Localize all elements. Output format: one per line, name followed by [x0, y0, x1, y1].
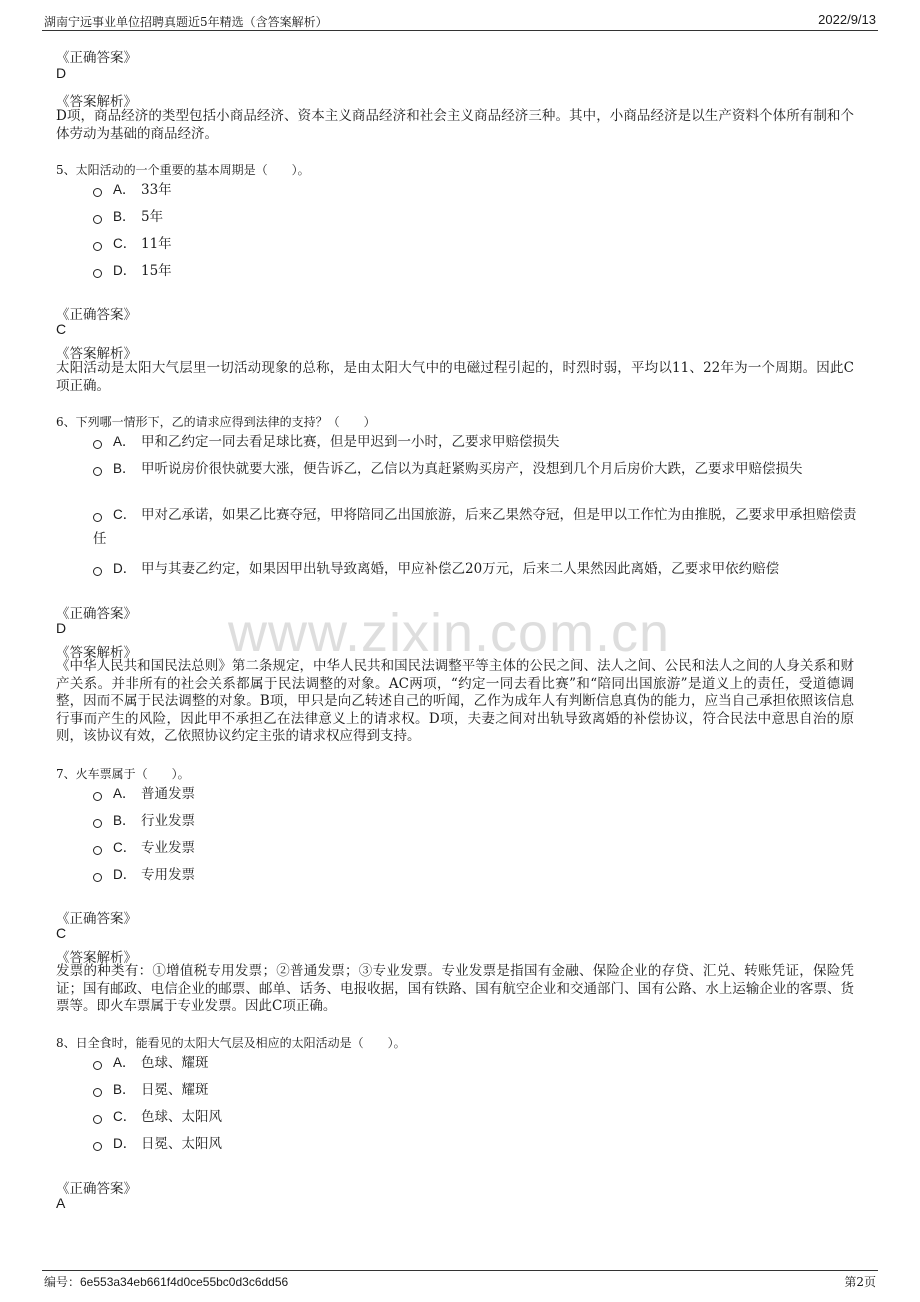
q6-answer: D [56, 620, 67, 636]
analysis-label: 《答案解析》 [56, 346, 137, 362]
q8-option-c[interactable]: C． 色球、太阳风 [93, 1105, 863, 1129]
q8-text: 8、日全食时，能看见的太阳大气层及相应的太阳活动是（ ）。 [56, 1036, 406, 1050]
radio-icon[interactable] [93, 440, 102, 449]
q6-text: 6、下列哪一情形下，乙的请求应得到法律的支持？（ ） [56, 415, 376, 429]
q7-option-d[interactable]: D． 专用发票 [93, 863, 863, 887]
page-number: 第2页 [844, 1275, 876, 1289]
radio-icon[interactable] [93, 792, 102, 801]
q5-text: 5、太阳活动的一个重要的基本周期是（ ）。 [56, 163, 310, 177]
q5-option-b[interactable]: B． 5年 [93, 205, 863, 229]
page-header [42, 10, 878, 31]
radio-icon[interactable] [93, 819, 102, 828]
q7-option-a[interactable]: A． 普通发票 [93, 782, 863, 806]
header-date: 2022/9/13 [818, 12, 876, 27]
radio-icon[interactable] [93, 269, 102, 278]
q8-answer: A [56, 1195, 66, 1211]
q6-analysis: 《中华人民共和国民法总则》第二条规定，中华人民共和国民法调整平等主体的公民之间、法人之间、公民和法人之间的人身关系和财产关系。并非所有的社会关系都属于民法调整的对象。AC两项，“约定一同去看比赛”和“陪同出国旅游”是道义上的责任，受道德调整，因而不属于民法调整的对象。B项，甲只是向乙转述自己的听闻，乙作为成年人有判断信息真伪的能力，应当自己承担依照该信息行事而产生的风险，因此甲不承担乙在法律意义上的请求权。D项，夫妻之间对出轨导致离婚的补偿协议，符合民法中意思自治的原则，该协议有效，乙依照协议约定主张的请求权应得到支持。 [56, 658, 854, 744]
q5-answer: C [56, 321, 67, 337]
correct-answer-label: 《正确答案》 [56, 307, 137, 323]
q7-option-b[interactable]: B． 行业发票 [93, 809, 863, 833]
q4-analysis: D项，商品经济的类型包括小商品经济、资本主义商品经济和社会主义商品经济三种。其中，小商品经济是以生产资料个体所有制和个体劳动为基础的商品经济。 [56, 108, 854, 142]
q5-analysis: 太阳活动是太阳大气层里一切活动现象的总称，是由太阳大气中的电磁过程引起的，时烈时弱，平均以11、22年为一个周期。因此C项正确。 [56, 360, 854, 394]
document-title: 湖南宁远事业单位招聘真题近5年精选（含答案解析） [44, 15, 328, 29]
q5-option-d[interactable]: D． 15年 [93, 259, 863, 283]
q8-option-a[interactable]: A． 色球、耀斑 [93, 1051, 863, 1075]
radio-icon[interactable] [93, 1115, 102, 1124]
q6-option-b[interactable]: B． 甲听说房价很快就要大涨，便告诉乙，乙信以为真赶紧购买房产，没想到几个月后房价大跌，乙要求甲赔偿损失 [93, 457, 863, 481]
q7-text: 7、火车票属于（ ）。 [56, 767, 190, 781]
correct-answer-label: 《正确答案》 [56, 606, 137, 622]
radio-icon[interactable] [93, 467, 102, 476]
analysis-label: 《答案解析》 [56, 645, 137, 661]
q8-option-d[interactable]: D． 日冕、太阳风 [93, 1132, 863, 1156]
analysis-label: 《答案解析》 [56, 950, 137, 966]
correct-answer-label: 《正确答案》 [56, 1181, 137, 1197]
page-footer [42, 1270, 878, 1289]
correct-answer-label: 《正确答案》 [56, 911, 137, 927]
radio-icon[interactable] [93, 846, 102, 855]
q6-option-d[interactable]: D． 甲与其妻乙约定，如果因甲出轨导致离婚，甲应补偿乙20万元，后来二人果然因此离婚，乙要求甲依约赔偿 [93, 557, 863, 581]
radio-icon[interactable] [93, 873, 102, 882]
radio-icon[interactable] [93, 188, 102, 197]
radio-icon[interactable] [93, 242, 102, 251]
watermark: www.zixin.com.cn [228, 603, 671, 663]
radio-icon[interactable] [93, 1088, 102, 1097]
q5-option-a[interactable]: A． 33年 [93, 178, 863, 202]
radio-icon[interactable] [93, 1142, 102, 1151]
q6-option-c[interactable]: C． 甲对乙承诺，如果乙比赛夺冠，甲将陪同乙出国旅游，后来乙果然夺冠，但是甲以工作忙为由推脱，乙要求甲承担赔偿责任 [93, 507, 857, 547]
q7-analysis: 发票的种类有：①增值税专用发票；②普通发票；③专业发票。专业发票是指国有金融、保险企业的存贷、汇兑、转账凭证，保险凭证；国有邮政、电信企业的邮票、邮单、话务、电报收据，国有铁路、国有航空企业和交通部门、国有公路、水上运输企业的客票、货票等。即火车票属于专业发票。因此C项正确。 [56, 963, 854, 1014]
radio-icon[interactable] [93, 513, 102, 522]
q8-option-b[interactable]: B． 日冕、耀斑 [93, 1078, 863, 1102]
radio-icon[interactable] [93, 1061, 102, 1070]
analysis-label: 《答案解析》 [56, 94, 137, 110]
radio-icon[interactable] [93, 215, 102, 224]
document-id: 编号：6e553a34eb661f4d0ce55bc0d3c6dd56 [44, 1275, 289, 1289]
q7-option-c[interactable]: C． 专业发票 [93, 836, 863, 860]
q5-option-c[interactable]: C． 11年 [93, 232, 863, 256]
correct-answer-label: 《正确答案》 [56, 50, 137, 66]
q4-answer: D [56, 65, 67, 81]
q6-option-a[interactable]: A． 甲和乙约定一同去看足球比赛，但是甲迟到一小时，乙要求甲赔偿损失 [93, 430, 863, 454]
q7-answer: C [56, 925, 67, 941]
radio-icon[interactable] [93, 567, 102, 576]
